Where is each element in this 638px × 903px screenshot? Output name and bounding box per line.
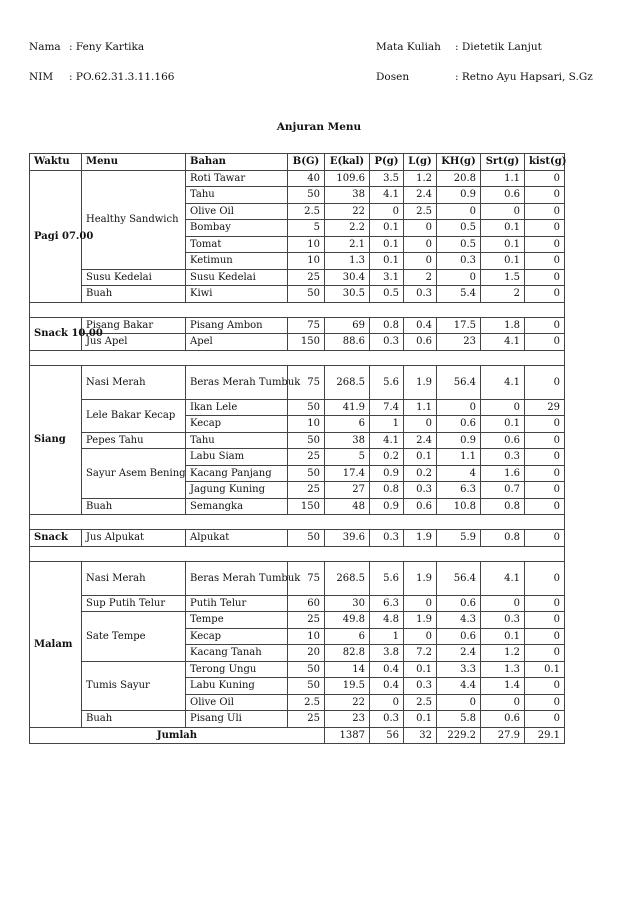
table-row bbox=[30, 612, 565, 629]
total-protein: 56 bbox=[370, 727, 404, 744]
value-cell: 3.1 bbox=[370, 269, 404, 286]
table-row bbox=[30, 170, 565, 187]
spacer-row bbox=[30, 546, 565, 561]
value-cell: 23 bbox=[437, 334, 481, 351]
table-row bbox=[30, 365, 565, 399]
value-cell: 3.5 bbox=[370, 170, 404, 187]
value-cell: 60 bbox=[288, 595, 325, 612]
bahan-cell: Kecap bbox=[186, 628, 288, 645]
value-cell: 150 bbox=[288, 334, 325, 351]
spacer-cell bbox=[30, 350, 565, 365]
value-cell: 4.8 bbox=[370, 612, 404, 629]
value-cell: 4.3 bbox=[437, 612, 481, 629]
menu-cell: Sup Putih Telur bbox=[82, 595, 186, 612]
value-cell: 0.1 bbox=[481, 628, 525, 645]
bahan-cell: Olive Oil bbox=[186, 694, 288, 711]
total-row bbox=[30, 727, 565, 744]
value-cell: 1.1 bbox=[481, 170, 525, 187]
value-cell: 0.6 bbox=[481, 432, 525, 449]
bahan-cell: Kacang Panjang bbox=[186, 465, 288, 482]
value-cell: 50 bbox=[288, 286, 325, 303]
table-header-row bbox=[30, 154, 565, 171]
value-cell: 1.9 bbox=[404, 365, 437, 399]
value-cell: 30 bbox=[325, 595, 370, 612]
spacer-cell bbox=[30, 302, 565, 317]
value-cell: 0 bbox=[525, 612, 565, 629]
value-cell: 0 bbox=[525, 170, 565, 187]
value-cell: 50 bbox=[288, 530, 325, 547]
menu-table bbox=[29, 153, 565, 744]
value-cell: 20.8 bbox=[437, 170, 481, 187]
value-cell: 0.3 bbox=[481, 612, 525, 629]
value-cell: 5 bbox=[325, 449, 370, 466]
value-cell: 0 bbox=[525, 561, 565, 595]
value-cell: 2.5 bbox=[404, 203, 437, 220]
value-cell: 17.5 bbox=[437, 317, 481, 334]
menu-cell: Pisang Bakar bbox=[82, 317, 186, 334]
nim-value: : PO.62.31.3.11.166 bbox=[69, 71, 175, 83]
value-cell: 0.2 bbox=[370, 449, 404, 466]
table-row bbox=[30, 498, 565, 515]
spacer-row bbox=[30, 515, 565, 530]
value-cell: 1.9 bbox=[404, 530, 437, 547]
value-cell: 0 bbox=[525, 482, 565, 499]
col-srt: Srt(g) bbox=[481, 154, 525, 171]
value-cell: 0.3 bbox=[370, 711, 404, 728]
value-cell: 0.1 bbox=[481, 220, 525, 237]
value-cell: 40 bbox=[288, 170, 325, 187]
menu-cell: Tumis Sayur bbox=[82, 661, 186, 711]
value-cell: 2.5 bbox=[288, 203, 325, 220]
table-row bbox=[30, 286, 565, 303]
value-cell: 1.4 bbox=[481, 678, 525, 695]
value-cell: 1.3 bbox=[481, 661, 525, 678]
menu-healthy-sandwich: Healthy Sandwich bbox=[82, 170, 186, 269]
value-cell: 0.7 bbox=[481, 482, 525, 499]
value-cell: 0.5 bbox=[437, 236, 481, 253]
spacer-row bbox=[30, 302, 565, 317]
value-cell: 0.8 bbox=[370, 317, 404, 334]
value-cell: 0 bbox=[525, 203, 565, 220]
waktu-siang: Siang bbox=[30, 365, 82, 515]
value-cell: 25 bbox=[288, 449, 325, 466]
value-cell: 22 bbox=[325, 694, 370, 711]
menu-cell: Buah bbox=[82, 711, 186, 728]
col-kist: kist(g) bbox=[525, 154, 565, 171]
value-cell: 0 bbox=[525, 449, 565, 466]
value-cell: 5.6 bbox=[370, 365, 404, 399]
bahan-cell: Tahu bbox=[186, 432, 288, 449]
value-cell: 0.9 bbox=[437, 187, 481, 204]
value-cell: 7.4 bbox=[370, 399, 404, 416]
bahan-cell: Tempe bbox=[186, 612, 288, 629]
value-cell: 1.1 bbox=[404, 399, 437, 416]
total-label: Jumlah bbox=[30, 727, 325, 744]
value-cell: 1.2 bbox=[404, 170, 437, 187]
value-cell: 0.6 bbox=[437, 416, 481, 433]
value-cell: 10.8 bbox=[437, 498, 481, 515]
value-cell: 268.5 bbox=[325, 365, 370, 399]
value-cell: 2.1 bbox=[325, 236, 370, 253]
value-cell: 0 bbox=[437, 203, 481, 220]
value-cell: 1 bbox=[370, 416, 404, 433]
value-cell: 0 bbox=[525, 530, 565, 547]
menu-cell: Pepes Tahu bbox=[82, 432, 186, 449]
value-cell: 48 bbox=[325, 498, 370, 515]
value-cell: 0 bbox=[525, 694, 565, 711]
value-cell: 0.3 bbox=[404, 678, 437, 695]
value-cell: 2.4 bbox=[404, 187, 437, 204]
value-cell: 0 bbox=[525, 365, 565, 399]
value-cell: 17.4 bbox=[325, 465, 370, 482]
spacer-cell bbox=[30, 546, 565, 561]
value-cell: 1.2 bbox=[481, 645, 525, 662]
value-cell: 1.9 bbox=[404, 612, 437, 629]
dosen-value: : Retno Ayu Hapsari, S.Gz bbox=[455, 71, 593, 83]
spacer-cell bbox=[30, 515, 565, 530]
table-row bbox=[30, 334, 565, 351]
value-cell: 0.6 bbox=[404, 334, 437, 351]
value-cell: 0.3 bbox=[370, 334, 404, 351]
matkul-label: Mata Kuliah bbox=[376, 41, 441, 53]
value-cell: 0 bbox=[525, 187, 565, 204]
value-cell: 2 bbox=[481, 286, 525, 303]
value-cell: 4.1 bbox=[370, 432, 404, 449]
value-cell: 50 bbox=[288, 678, 325, 695]
value-cell: 1.8 bbox=[481, 317, 525, 334]
bahan-cell: Tahu bbox=[186, 187, 288, 204]
dosen-label: Dosen bbox=[376, 71, 410, 83]
value-cell: 56.4 bbox=[437, 365, 481, 399]
value-cell: 0 bbox=[437, 399, 481, 416]
value-cell: 14 bbox=[325, 661, 370, 678]
bahan-cell: Labu Kuning bbox=[186, 678, 288, 695]
value-cell: 0.3 bbox=[437, 253, 481, 270]
value-cell: 0 bbox=[525, 317, 565, 334]
value-cell: 0.5 bbox=[370, 286, 404, 303]
value-cell: 7.2 bbox=[404, 645, 437, 662]
value-cell: 0 bbox=[525, 236, 565, 253]
value-cell: 5.6 bbox=[370, 561, 404, 595]
value-cell: 0.4 bbox=[404, 317, 437, 334]
bahan-cell: Terong Ungu bbox=[186, 661, 288, 678]
value-cell: 0.9 bbox=[437, 432, 481, 449]
value-cell: 27 bbox=[325, 482, 370, 499]
value-cell: 0 bbox=[525, 645, 565, 662]
value-cell: 1.3 bbox=[325, 253, 370, 270]
value-cell: 0 bbox=[404, 628, 437, 645]
value-cell: 39.6 bbox=[325, 530, 370, 547]
value-cell: 0 bbox=[404, 253, 437, 270]
value-cell: 0.9 bbox=[370, 498, 404, 515]
bahan-cell: Labu Siam bbox=[186, 449, 288, 466]
value-cell: 82.8 bbox=[325, 645, 370, 662]
table-row bbox=[30, 432, 565, 449]
menu-cell: Sayur Asem Bening bbox=[82, 449, 186, 499]
value-cell: 0 bbox=[481, 399, 525, 416]
value-cell: 0.2 bbox=[404, 465, 437, 482]
value-cell: 0 bbox=[370, 203, 404, 220]
value-cell: 6.3 bbox=[370, 595, 404, 612]
menu-cell: Nasi Merah bbox=[82, 561, 186, 595]
value-cell: 0.8 bbox=[481, 498, 525, 515]
bahan-cell: Pisang Uli bbox=[186, 711, 288, 728]
menu-cell: Nasi Merah bbox=[82, 365, 186, 399]
value-cell: 5 bbox=[288, 220, 325, 237]
value-cell: 38 bbox=[325, 187, 370, 204]
bahan-cell: Olive Oil bbox=[186, 203, 288, 220]
value-cell: 0 bbox=[481, 694, 525, 711]
col-waktu: Waktu bbox=[30, 154, 82, 171]
value-cell: 0.1 bbox=[404, 449, 437, 466]
value-cell: 268.5 bbox=[325, 561, 370, 595]
value-cell: 10 bbox=[288, 253, 325, 270]
value-cell: 0 bbox=[525, 595, 565, 612]
value-cell: 0.3 bbox=[404, 482, 437, 499]
table-row bbox=[30, 661, 565, 678]
nama-label: Nama bbox=[29, 41, 61, 53]
bahan-cell: Kacang Tanah bbox=[186, 645, 288, 662]
value-cell: 0 bbox=[525, 416, 565, 433]
value-cell: 75 bbox=[288, 365, 325, 399]
value-cell: 30.5 bbox=[325, 286, 370, 303]
col-bahan: Bahan bbox=[186, 154, 288, 171]
menu-cell: Sate Tempe bbox=[82, 612, 186, 662]
bahan-cell: Jagung Kuning bbox=[186, 482, 288, 499]
value-cell: 1.9 bbox=[404, 561, 437, 595]
value-cell: 75 bbox=[288, 561, 325, 595]
menu-cell: Buah bbox=[82, 498, 186, 515]
value-cell: 30.4 bbox=[325, 269, 370, 286]
value-cell: 1.1 bbox=[437, 449, 481, 466]
value-cell: 29 bbox=[525, 399, 565, 416]
table-row bbox=[30, 561, 565, 595]
value-cell: 0.9 bbox=[370, 465, 404, 482]
value-cell: 3.8 bbox=[370, 645, 404, 662]
table-row bbox=[30, 595, 565, 612]
bahan-cell: Ikan Lele bbox=[186, 399, 288, 416]
value-cell: 0 bbox=[525, 269, 565, 286]
value-cell: 0 bbox=[481, 203, 525, 220]
value-cell: 0 bbox=[525, 498, 565, 515]
value-cell: 49.8 bbox=[325, 612, 370, 629]
value-cell: 6 bbox=[325, 416, 370, 433]
value-cell: 0 bbox=[404, 236, 437, 253]
value-cell: 2.4 bbox=[437, 645, 481, 662]
value-cell: 23 bbox=[325, 711, 370, 728]
bahan-cell: Pisang Ambon bbox=[186, 317, 288, 334]
value-cell: 50 bbox=[288, 432, 325, 449]
value-cell: 0 bbox=[525, 678, 565, 695]
spacer-row bbox=[30, 350, 565, 365]
matkul-value: : Dietetik Lanjut bbox=[455, 41, 542, 53]
waktu-malam: Malam bbox=[30, 561, 82, 727]
menu-cell: Jus Alpukat bbox=[82, 530, 186, 547]
total-fiber: 27.9 bbox=[481, 727, 525, 744]
value-cell: 0.1 bbox=[370, 220, 404, 237]
value-cell: 20 bbox=[288, 645, 325, 662]
value-cell: 50 bbox=[288, 465, 325, 482]
value-cell: 0.6 bbox=[481, 187, 525, 204]
col-l: L(g) bbox=[404, 154, 437, 171]
value-cell: 0 bbox=[525, 432, 565, 449]
value-cell: 0 bbox=[437, 694, 481, 711]
value-cell: 0.1 bbox=[481, 253, 525, 270]
value-cell: 0 bbox=[404, 416, 437, 433]
value-cell: 0.6 bbox=[437, 628, 481, 645]
menu-cell: Jus Apel bbox=[82, 334, 186, 351]
page-title: Anjuran Menu bbox=[276, 121, 362, 133]
waktu-snack-pagi: Snack 10.00 bbox=[30, 317, 82, 350]
bahan-cell: Kecap bbox=[186, 416, 288, 433]
value-cell: 10 bbox=[288, 416, 325, 433]
value-cell: 0.1 bbox=[481, 416, 525, 433]
value-cell: 50 bbox=[288, 399, 325, 416]
value-cell: 3.3 bbox=[437, 661, 481, 678]
value-cell: 88.6 bbox=[325, 334, 370, 351]
value-cell: 4.1 bbox=[481, 334, 525, 351]
value-cell: 25 bbox=[288, 269, 325, 286]
value-cell: 0 bbox=[525, 286, 565, 303]
table-row bbox=[30, 449, 565, 466]
value-cell: 4.4 bbox=[437, 678, 481, 695]
value-cell: 10 bbox=[288, 236, 325, 253]
value-cell: 4.1 bbox=[481, 561, 525, 595]
value-cell: 0.3 bbox=[404, 286, 437, 303]
col-menu: Menu bbox=[82, 154, 186, 171]
value-cell: 4.1 bbox=[481, 365, 525, 399]
col-p: P(g) bbox=[370, 154, 404, 171]
value-cell: 0.1 bbox=[370, 236, 404, 253]
value-cell: 19.5 bbox=[325, 678, 370, 695]
value-cell: 6.3 bbox=[437, 482, 481, 499]
total-fat: 32 bbox=[404, 727, 437, 744]
value-cell: 0 bbox=[525, 628, 565, 645]
bahan-cell: Roti Tawar bbox=[186, 170, 288, 187]
value-cell: 25 bbox=[288, 482, 325, 499]
value-cell: 75 bbox=[288, 317, 325, 334]
value-cell: 5.4 bbox=[437, 286, 481, 303]
bahan-cell: Semangka bbox=[186, 498, 288, 515]
value-cell: 0.5 bbox=[437, 220, 481, 237]
value-cell: 1.5 bbox=[481, 269, 525, 286]
value-cell: 2.4 bbox=[404, 432, 437, 449]
value-cell: 0 bbox=[481, 595, 525, 612]
menu-cell: Lele Bakar Kecap bbox=[82, 399, 186, 432]
value-cell: 0 bbox=[525, 334, 565, 351]
value-cell: 2.2 bbox=[325, 220, 370, 237]
bahan-cell: Putih Telur bbox=[186, 595, 288, 612]
value-cell: 0.4 bbox=[370, 661, 404, 678]
bahan-cell: Alpukat bbox=[186, 530, 288, 547]
col-e: E(kal) bbox=[325, 154, 370, 171]
bahan-cell: Kiwi bbox=[186, 286, 288, 303]
value-cell: 2.5 bbox=[288, 694, 325, 711]
value-cell: 0 bbox=[404, 220, 437, 237]
value-cell: 5.8 bbox=[437, 711, 481, 728]
total-energy: 1387 bbox=[325, 727, 370, 744]
value-cell: 0 bbox=[525, 253, 565, 270]
nama-value: : Feny Kartika bbox=[69, 41, 145, 53]
value-cell: 0.8 bbox=[481, 530, 525, 547]
bahan-cell: Beras Merah Tumbuk bbox=[186, 561, 288, 595]
menu-cell: Susu Kedelai bbox=[82, 269, 186, 286]
bahan-cell: Ketimun bbox=[186, 253, 288, 270]
nim-label: NIM bbox=[29, 71, 54, 83]
value-cell: 0.4 bbox=[370, 678, 404, 695]
value-cell: 22 bbox=[325, 203, 370, 220]
value-cell: 0.1 bbox=[404, 711, 437, 728]
value-cell: 0.1 bbox=[481, 236, 525, 253]
value-cell: 41.9 bbox=[325, 399, 370, 416]
table-row bbox=[30, 269, 565, 286]
value-cell: 0.3 bbox=[370, 530, 404, 547]
bahan-cell: Bombay bbox=[186, 220, 288, 237]
total-carb: 229.2 bbox=[437, 727, 481, 744]
value-cell: 150 bbox=[288, 498, 325, 515]
value-cell: 0 bbox=[525, 220, 565, 237]
value-cell: 0 bbox=[525, 711, 565, 728]
col-kh: KH(g) bbox=[437, 154, 481, 171]
value-cell: 38 bbox=[325, 432, 370, 449]
value-cell: 4 bbox=[437, 465, 481, 482]
value-cell: 0 bbox=[404, 595, 437, 612]
value-cell: 0.1 bbox=[370, 253, 404, 270]
value-cell: 25 bbox=[288, 711, 325, 728]
total-kist: 29.1 bbox=[525, 727, 565, 744]
table-row bbox=[30, 317, 565, 334]
value-cell: 56.4 bbox=[437, 561, 481, 595]
waktu-pagi: Pagi 07.00 bbox=[30, 170, 82, 302]
value-cell: 50 bbox=[288, 187, 325, 204]
bahan-cell: Tomat bbox=[186, 236, 288, 253]
table-row bbox=[30, 399, 565, 416]
value-cell: 6 bbox=[325, 628, 370, 645]
value-cell: 10 bbox=[288, 628, 325, 645]
value-cell: 0.6 bbox=[481, 711, 525, 728]
value-cell: 2 bbox=[404, 269, 437, 286]
value-cell: 25 bbox=[288, 612, 325, 629]
menu-cell: Buah bbox=[82, 286, 186, 303]
waktu-snack-sore: Snack bbox=[30, 530, 82, 547]
value-cell: 0.1 bbox=[525, 661, 565, 678]
col-b: B(G) bbox=[288, 154, 325, 171]
value-cell: 1 bbox=[370, 628, 404, 645]
value-cell: 1.6 bbox=[481, 465, 525, 482]
value-cell: 0.8 bbox=[370, 482, 404, 499]
bahan-cell: Susu Kedelai bbox=[186, 269, 288, 286]
value-cell: 0.6 bbox=[404, 498, 437, 515]
value-cell: 50 bbox=[288, 661, 325, 678]
value-cell: 0 bbox=[525, 465, 565, 482]
value-cell: 4.1 bbox=[370, 187, 404, 204]
value-cell: 109.6 bbox=[325, 170, 370, 187]
value-cell: 0 bbox=[370, 694, 404, 711]
bahan-cell: Beras Merah Tumbuk bbox=[186, 365, 288, 399]
value-cell: 0 bbox=[437, 269, 481, 286]
value-cell: 5.9 bbox=[437, 530, 481, 547]
value-cell: 0.1 bbox=[404, 661, 437, 678]
value-cell: 0.6 bbox=[437, 595, 481, 612]
table-row bbox=[30, 711, 565, 728]
bahan-cell: Apel bbox=[186, 334, 288, 351]
value-cell: 2.5 bbox=[404, 694, 437, 711]
table-row bbox=[30, 530, 565, 547]
value-cell: 0.3 bbox=[481, 449, 525, 466]
value-cell: 69 bbox=[325, 317, 370, 334]
